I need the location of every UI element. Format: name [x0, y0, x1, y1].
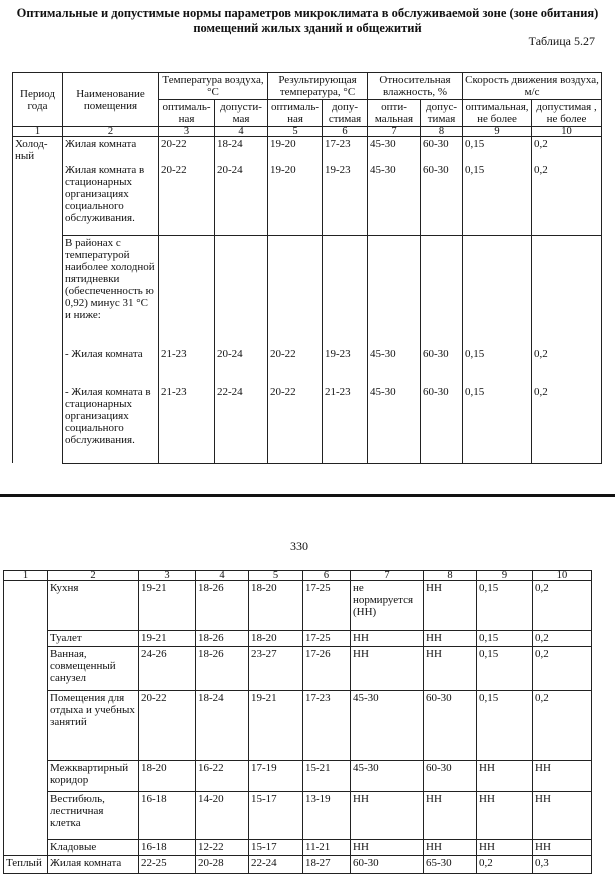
value-cell-col9: 0,15	[477, 691, 533, 761]
value-cell-col4: 12-22	[196, 840, 249, 856]
value-cell-col9: 0,15	[477, 581, 533, 631]
value-cell-col8: НН	[424, 647, 477, 691]
period-cell: Холод-ный	[13, 137, 63, 164]
room-name-cell: Межквартирный коридор	[48, 761, 139, 792]
header-humidity: Относительная влажность, %	[368, 73, 463, 100]
page-number: 330	[290, 539, 308, 553]
column-number: 5	[268, 127, 323, 137]
column-number: 6	[303, 571, 351, 581]
value-cell-col7: 60-30	[351, 856, 424, 874]
value-cell-col9: 0,15	[477, 631, 533, 647]
table-row	[4, 691, 592, 761]
value-cell-col5: 19-20	[268, 163, 323, 235]
period-cell	[4, 761, 48, 792]
value-cell-col7: 45-30	[368, 163, 421, 235]
value-cell-col6: 11-21	[303, 840, 351, 856]
value-cell-col8	[421, 235, 463, 347]
value-cell-col8: НН	[424, 792, 477, 840]
value-cell-col4: 18-26	[196, 631, 249, 647]
table-row	[4, 581, 592, 631]
value-cell-col6: 17-25	[303, 581, 351, 631]
value-cell-col6: 15-21	[303, 761, 351, 792]
table-row	[13, 347, 602, 385]
table-row	[4, 840, 592, 856]
table-row	[4, 856, 592, 874]
header-temp-result: Результирующая температура, °С	[268, 73, 368, 100]
table-row	[13, 235, 602, 347]
value-cell-col7: 45-30	[368, 347, 421, 385]
header-temp-air: Температура воздуха, °С	[159, 73, 268, 100]
value-cell-col3: 20-22	[159, 137, 215, 164]
value-cell-col4: 22-24	[215, 385, 268, 463]
column-number: 4	[215, 127, 268, 137]
value-cell-col4: 18-26	[196, 581, 249, 631]
header-sub-4: допусти-мая	[215, 100, 268, 127]
value-cell-col6: 13-19	[303, 792, 351, 840]
value-cell-col8: НН	[424, 581, 477, 631]
column-number: 8	[424, 571, 477, 581]
value-cell-col3: 24-26	[139, 647, 196, 691]
value-cell-col7: НН	[351, 792, 424, 840]
room-name-cell: Кухня	[48, 581, 139, 631]
column-number: 4	[196, 571, 249, 581]
value-cell-col3: 21-23	[159, 347, 215, 385]
room-name-cell: В районах с температурой наиболее холодной пятидневки (обеспеченность ю 0,92) минус 31 °С и ниже:	[63, 235, 159, 347]
header-sub-9: оптимальная, не более	[463, 100, 532, 127]
value-cell-col9: 0,15	[463, 385, 532, 463]
value-cell-col4: 20-24	[215, 347, 268, 385]
value-cell-col6: 17-23	[323, 137, 368, 164]
value-cell-col6: 21-23	[323, 385, 368, 463]
value-cell-col10: 0,2	[532, 163, 602, 235]
value-cell-col5: 23-27	[249, 647, 303, 691]
value-cell-col3: 20-22	[139, 691, 196, 761]
value-cell-col6: 19-23	[323, 347, 368, 385]
column-number: 2	[63, 127, 159, 137]
value-cell-col10	[532, 235, 602, 347]
value-cell-col5: 19-21	[249, 691, 303, 761]
value-cell-col7: 45-30	[368, 137, 421, 164]
column-number: 5	[249, 571, 303, 581]
room-name-cell: Жилая комната	[63, 137, 159, 164]
value-cell-col4: 16-22	[196, 761, 249, 792]
column-number: 7	[351, 571, 424, 581]
value-cell-col8: 60-30	[421, 347, 463, 385]
value-cell-col3: 22-25	[139, 856, 196, 874]
room-name-cell: Жилая комната в стационарных организациях социального обслуживания.	[63, 163, 159, 235]
value-cell-col5: 18-20	[249, 631, 303, 647]
value-cell-col6: 17-25	[303, 631, 351, 647]
value-cell-col8: 65-30	[424, 856, 477, 874]
document-title: Оптимальные и допустимые нормы параметров микроклимата в обслуживаемой зоне (зоне обитания) помещений жилых зданий и общежитий	[16, 6, 599, 35]
table-label: Таблица 5.27	[528, 34, 595, 48]
page-divider	[0, 494, 615, 497]
room-name-cell: Жилая комната	[48, 856, 139, 874]
value-cell-col10: 0,2	[533, 647, 592, 691]
value-cell-col3: 19-21	[139, 631, 196, 647]
value-cell-col8: НН	[424, 631, 477, 647]
period-cell	[13, 385, 63, 463]
value-cell-col7	[368, 235, 421, 347]
value-cell-col8: 60-30	[421, 137, 463, 164]
value-cell-col7: 45-30	[368, 385, 421, 463]
value-cell-col6: 18-27	[303, 856, 351, 874]
value-cell-col4: 20-28	[196, 856, 249, 874]
value-cell-col10: 0,3	[533, 856, 592, 874]
room-name-cell: Вестибюль, лестничная клетка	[48, 792, 139, 840]
value-cell-col6: 19-23	[323, 163, 368, 235]
room-name-cell: - Жилая комната в стационарных организациях социального обслуживания.	[63, 385, 159, 463]
value-cell-col5: 20-22	[268, 347, 323, 385]
header-period: Период года	[13, 73, 63, 127]
value-cell-col3	[159, 235, 215, 347]
column-number: 8	[421, 127, 463, 137]
value-cell-col3: 18-20	[139, 761, 196, 792]
value-cell-col9: 0,15	[463, 137, 532, 164]
period-cell	[4, 840, 48, 856]
value-cell-col9: НН	[477, 761, 533, 792]
value-cell-col5	[268, 235, 323, 347]
value-cell-col10: 0,2	[532, 347, 602, 385]
value-cell-col10: НН	[533, 761, 592, 792]
period-cell	[4, 647, 48, 691]
value-cell-col10: НН	[533, 840, 592, 856]
value-cell-col4: 20-24	[215, 163, 268, 235]
column-number: 3	[159, 127, 215, 137]
value-cell-col9: 0,2	[477, 856, 533, 874]
value-cell-col5: 22-24	[249, 856, 303, 874]
value-cell-col4: 14-20	[196, 792, 249, 840]
value-cell-col3: 20-22	[159, 163, 215, 235]
microclimate-table-part2	[3, 570, 592, 874]
period-cell	[4, 581, 48, 631]
value-cell-col5: 19-20	[268, 137, 323, 164]
value-cell-col8: 60-30	[421, 385, 463, 463]
table-row	[13, 385, 602, 463]
period-cell	[13, 235, 63, 347]
value-cell-col7: 45-30	[351, 761, 424, 792]
table-row	[4, 631, 592, 647]
value-cell-col3: 16-18	[139, 792, 196, 840]
value-cell-col7: 45-30	[351, 691, 424, 761]
period-cell	[13, 163, 63, 235]
column-number: 10	[532, 127, 602, 137]
value-cell-col4: 18-24	[215, 137, 268, 164]
period-cell	[4, 691, 48, 761]
value-cell-col9: НН	[477, 792, 533, 840]
value-cell-col6	[323, 235, 368, 347]
value-cell-col5: 15-17	[249, 792, 303, 840]
header-sub-3: оптималь-ная	[159, 100, 215, 127]
column-number: 2	[48, 571, 139, 581]
value-cell-col10: 0,2	[532, 385, 602, 463]
period-cell	[4, 631, 48, 647]
value-cell-col4: 18-26	[196, 647, 249, 691]
room-name-cell: - Жилая комната	[63, 347, 159, 385]
value-cell-col9: 0,15	[463, 163, 532, 235]
table-row	[4, 647, 592, 691]
value-cell-col7: не нормируется (НН)	[351, 581, 424, 631]
column-number: 7	[368, 127, 421, 137]
value-cell-col5: 20-22	[268, 385, 323, 463]
value-cell-col5: 17-19	[249, 761, 303, 792]
column-number: 1	[13, 127, 63, 137]
value-cell-col6: 17-26	[303, 647, 351, 691]
header-name: Наименование помещения	[63, 73, 159, 127]
value-cell-col5: 18-20	[249, 581, 303, 631]
value-cell-col10: НН	[533, 792, 592, 840]
column-number: 3	[139, 571, 196, 581]
header-sub-7: опти-мальная	[368, 100, 421, 127]
value-cell-col8: 60-30	[421, 163, 463, 235]
period-cell	[4, 792, 48, 840]
column-number: 6	[323, 127, 368, 137]
table-row	[13, 163, 602, 235]
value-cell-col7: НН	[351, 840, 424, 856]
value-cell-col4	[215, 235, 268, 347]
header-air-speed: Скорость движения воздуха, м/с	[463, 73, 602, 100]
header-sub-10: допустимая , не более	[532, 100, 602, 127]
value-cell-col6: 17-23	[303, 691, 351, 761]
room-name-cell: Туалет	[48, 631, 139, 647]
value-cell-col9: 0,15	[463, 347, 532, 385]
room-name-cell: Кладовые	[48, 840, 139, 856]
column-number: 9	[477, 571, 533, 581]
table-row	[4, 761, 592, 792]
value-cell-col9: 0,15	[477, 647, 533, 691]
value-cell-col9: НН	[477, 840, 533, 856]
column-number: 10	[533, 571, 592, 581]
header-sub-5: оптималь-ная	[268, 100, 323, 127]
value-cell-col9	[463, 235, 532, 347]
value-cell-col8: 60-30	[424, 761, 477, 792]
table-row	[13, 137, 602, 164]
value-cell-col10: 0,2	[533, 691, 592, 761]
value-cell-col3: 19-21	[139, 581, 196, 631]
period-cell: Теплый	[4, 856, 48, 874]
value-cell-col10: 0,2	[533, 581, 592, 631]
column-number: 1	[4, 571, 48, 581]
table-row	[4, 792, 592, 840]
room-name-cell: Помещения для отдыха и учебных занятий	[48, 691, 139, 761]
header-sub-8: допус-тимая	[421, 100, 463, 127]
value-cell-col5: 15-17	[249, 840, 303, 856]
microclimate-table-part1	[12, 72, 602, 464]
room-name-cell: Ванная, совмещенный санузел	[48, 647, 139, 691]
value-cell-col8: НН	[424, 840, 477, 856]
value-cell-col10: 0,2	[533, 631, 592, 647]
value-cell-col8: 60-30	[424, 691, 477, 761]
value-cell-col3: 21-23	[159, 385, 215, 463]
value-cell-col3: 16-18	[139, 840, 196, 856]
column-number: 9	[463, 127, 532, 137]
period-cell	[13, 347, 63, 385]
value-cell-col7: НН	[351, 631, 424, 647]
value-cell-col10: 0,2	[532, 137, 602, 164]
value-cell-col4: 18-24	[196, 691, 249, 761]
value-cell-col7: НН	[351, 647, 424, 691]
header-sub-6: допу-стимая	[323, 100, 368, 127]
